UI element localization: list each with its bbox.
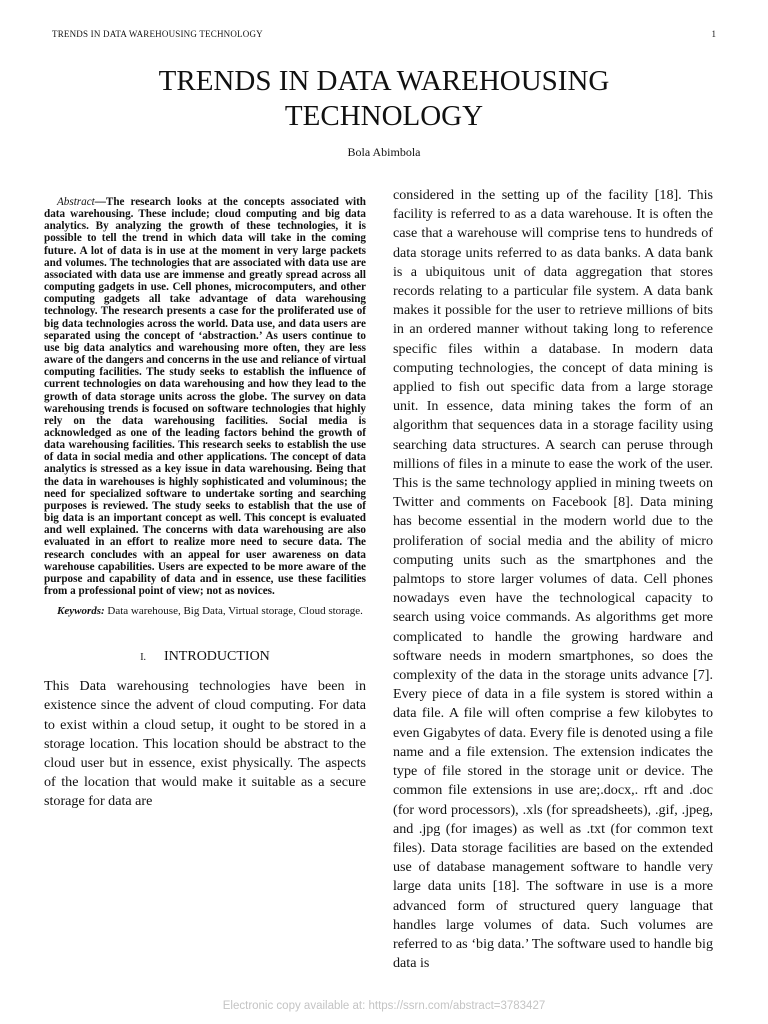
introduction-paragraph: This Data warehousing technologies have been in existence since the advent of cloud computing. For data to exist within a cloud setup, it ought to be stored in a storage location. This location should be abstract to the cloud user but in essence, exist physically. The aspects of the location that would make it suitable as a secure storage for data are [44,678,366,810]
ssrn-footer-watermark: Electronic copy available at: https://ssrn.com/abstract=3783427 [222,1000,546,1012]
right-column [393,186,713,973]
author-name: Bola Abimbola [347,145,421,159]
running-head: TRENDS IN DATA WAREHOUSING TECHNOLOGY [52,29,263,39]
abstract [44,196,366,597]
body-paragraph: considered in the setting up of the facility [18]. This facility is referred to as a data warehouse. It is often the case that a warehouse will comprise tens to hundreds of data storage units referred to as data banks. A data bank is a ubiquitous unit of data aggregation that stores records relating to a particular file system. A data bank makes it possible for the user to retrieve millions of bits in an ordered manner without taking long to reference specific files within a database. In modern data computing technologies, the concept of data mining is applied to fish out specific data from a large storage unit. In essence, data mining takes the form of an algorithm that sequences data in a storage facility using searching data structures. A search can peruse through millions of files in a minute to ease the work of the user. This is the same technology applied in mining tweets on Twitter and comments on Facebook [8]. Data mining has become essential in the modern world due to the proliferation of social media and the ability of micro computing units such as the smartphones and the palmtops to store larger volumes of data. Cell phones nowadays even have the technological capacity to search using voice commands. As algorithms get more complicated to handle the growing hardware and software needs in modern smartphones, so does the complexity of the data in the storage units advance [7]. Every piece of data in a file system is stored within a data file. A file will often comprise a few kilobytes to even Gigabytes of data. Every file is denoted using a file name and a file extension. The extension indicates the type of file stored in the storage unit or device. The common file extensions in use are;.docx,. rft and .doc (for word processors), .xls (for spreadsheets), .gif, .jpeg, and .jpg (for images) as well as .txt (for common text files). Data storage facilities are based on the extended use of database management software to handle very large data units [18]. The software in use is a more advanced form of structured query language that handles large volumes of data. Such volumes are referred to as ‘big data.’ The software used to handle big data is [393,187,713,972]
section-title: INTRODUCTION [164,649,270,665]
section-heading-introduction [44,648,366,667]
keywords [44,604,366,618]
keywords-text: Data warehouse, Big Data, Virtual storage, Cloud storage. [104,605,363,618]
abstract-label: Abstract [57,196,95,208]
left-column [44,196,366,812]
section-number: I. [140,652,147,664]
page-number: 1 [711,29,716,39]
paper-title: TRENDS IN DATA WAREHOUSING TECHNOLOGY [158,65,610,132]
abstract-text: —The research looks at the concepts associated with data warehousing. These include; cloud computing and big data analytics. By analyzing the growth of these technologies, it is possible to tell the trend in which data will take in the coming future. A lot of data is in use at the moment in very large packets and volumes. The technologies that are associated with data use are associated with data use are immense and greatly spread across all computing gadgets in use. Cell phones, microcomputers, and other computing gadgets all take advantage of data warehousing technology. The research presents a case for the proliferated use of big data technologies across the world. Data use, and data users are separated using the concept of ‘abstraction.’ As users continue to use big data analytics and warehousing more often, they are less aware of the dangers and concerns in the use and reliance of virtual computing facilities. The study seeks to establish the influence of current technologies on data warehousing and how they lead to the growth of data storage units across the globe. The survey on data warehousing trends is focused on software technologies that highly rely on the data warehousing facilities. Social media is acknowledged as one of the leading factors behind the growth of data warehousing facilities. This research seeks to establish the use of data in social media and other applications. The concept of data analytics is stressed as a key issue in data warehousing. Being that the data in warehouses is highly sophisticated and voluminous; the need for specialized software to undertake sorting and searching purposes is reviewed. The study seeks to establish that the use of big data is an important concept as well. This concept is evaluated and well explained. The concerns with data warehousing are also evaluated in an effort to realize more need to secure data. The research concludes with an appeal for user awareness on data warehouse capabilities. Users are expected to be more aware of the purpose and capability of data and in essence, use these facilities from a professional point of view; not as novices. [44,196,366,597]
keywords-label: Keywords: [57,605,105,618]
